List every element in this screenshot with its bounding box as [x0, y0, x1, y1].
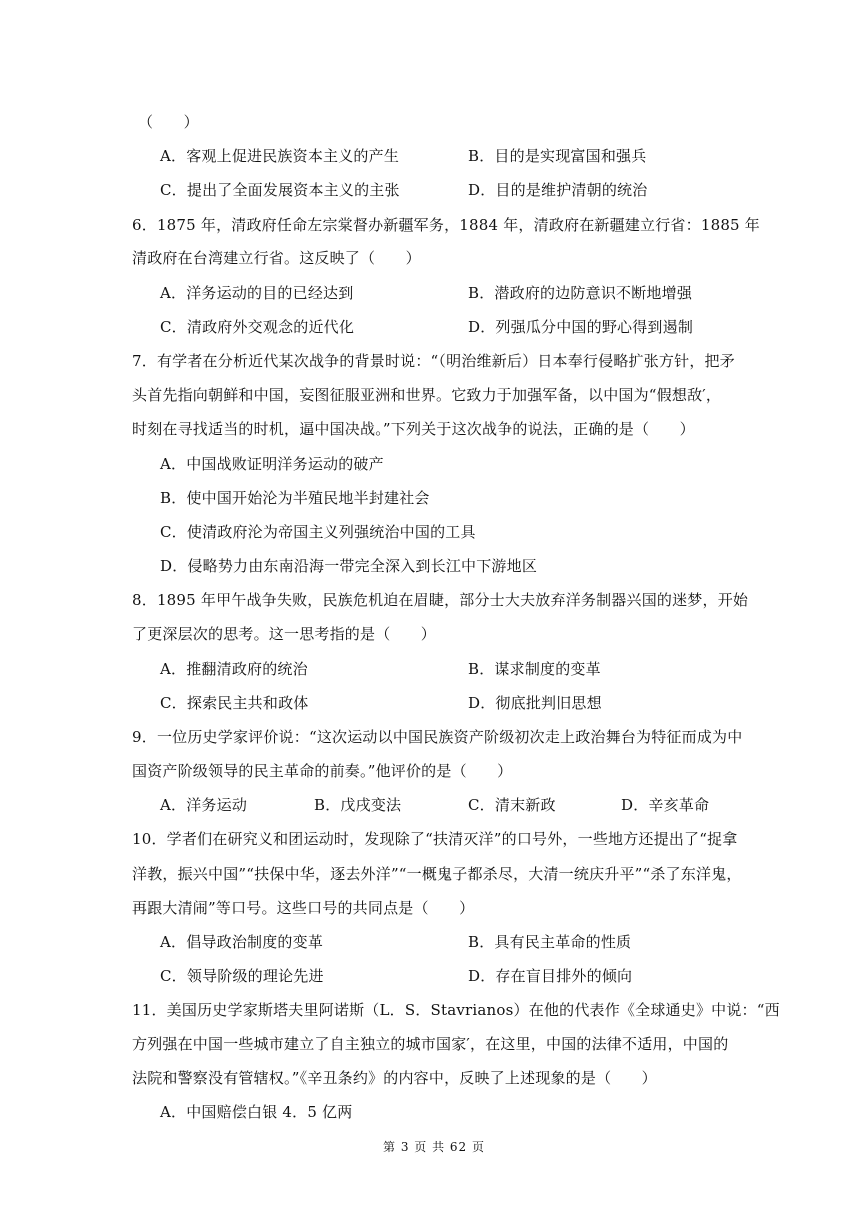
q7-stem-line-2: 头首先指向朝鲜和中国，妄图征服亚洲和世界。它致力于加强军备，以中国为“假想敌′，	[132, 386, 722, 404]
q5-option-c: C．提出了全面发展资本主义的主张	[160, 181, 400, 199]
q10-option-b: B．具有民主革命的性质	[468, 933, 632, 951]
q9-option-b: B．戊戌变法	[314, 796, 402, 814]
q6-stem-line-2: 清政府在台湾建立行省。这反映了（ ）	[132, 249, 421, 267]
q8-option-a: A．推翻清政府的统治	[160, 660, 308, 678]
q8-stem-line-1: 8．1895 年甲午战争失败，民族危机迫在眉睫，部分士大夫放弃洋务制器兴国的迷梦，开始	[132, 591, 749, 609]
q7-option-c: C．使清政府沦为帝国主义列强统治中国的工具	[160, 523, 476, 541]
q7-stem-line-1: 7．有学者在分析近代某次战争的背景时说：“（明治维新后）日本奉行侵略扩张方针，把矛	[132, 352, 735, 370]
q6-stem-line-1: 6．1875 年，清政府任命左宗棠督办新疆军务，1884 年，清政府在新疆建立行省：1885 年	[132, 216, 760, 234]
q7-option-b: B．使中国开始沦为半殖民地半封建社会	[160, 489, 430, 507]
q6-option-a: A．洋务运动的目的已经达到	[160, 284, 354, 302]
q5-option-d: D．目的是维护清朝的统治	[468, 181, 648, 199]
q9-option-a: A．洋务运动	[160, 796, 248, 814]
q8-option-b: B．谋求制度的变革	[468, 660, 601, 678]
q7-stem-line-3: 时刻在寻找适当的时机，逼中国决战。”下列关于这次战争的说法，正确的是（ ）	[132, 420, 695, 438]
page-number-footer: 第 3 页 共 62 页	[383, 1140, 485, 1154]
q5-option-b: B．目的是实现富国和强兵	[468, 147, 647, 165]
q10-stem-line-2: 洋教，振兴中国”“扶保中华，逐去外洋”“一概鬼子都杀尽，大清一统庆升平”“杀了东洋鬼，	[132, 865, 742, 883]
q8-option-d: D．彻底批判旧思想	[468, 694, 602, 712]
q8-stem-line-2: 了更深层次的思考。这一思考指的是（ ）	[132, 625, 437, 643]
q11-stem-line-2: 方列强在中国一些城市建立了自主独立的城市国家′，在这里，中国的法律不适用，中国的	[132, 1035, 729, 1053]
q5-option-a: A．客观上促进民族资本主义的产生	[160, 147, 400, 165]
q10-option-a: A．倡导政治制度的变革	[160, 933, 324, 951]
q7-option-d: D．侵略势力由东南沿海一带完全深入到长江中下游地区	[160, 557, 538, 575]
q6-option-b: B．潜政府的边防意识不断地增强	[468, 284, 693, 302]
q11-stem-line-1: 11．美国历史学家斯塔夫里阿诺斯（L．S．Stavrianos）在他的代表作《全球通史》中说：“西	[132, 1001, 780, 1019]
q10-stem-line-1: 10．学者们在研究义和团运动时，发现除了“扶清灭洋”的口号外，一些地方还提出了“捉拿	[132, 830, 738, 848]
q8-option-c: C．探索民主共和政体	[160, 694, 309, 712]
q9-stem-line-1: 9．一位历史学家评价说：“这次运动以中国民族资产阶级初次走上政治舞台为特征而成为中	[132, 728, 743, 746]
q6-option-d: D．列强瓜分中国的野心得到遏制	[468, 318, 694, 336]
q11-option-a: A．中国赔偿白银 4．5 亿两	[160, 1103, 353, 1121]
q10-option-c: C．领导阶级的理论先进	[160, 967, 324, 985]
q6-option-c: C．清政府外交观念的近代化	[160, 318, 355, 336]
q10-stem-line-3: 再跟大清闹”等口号。这些口号的共同点是（ ）	[132, 899, 475, 917]
q9-stem-line-2: 国资产阶级领导的民主革命的前奏。”他评价的是（ ）	[132, 762, 513, 780]
answer-bracket: （ ）	[138, 113, 199, 131]
q7-option-a: A．中国战败证明洋务运动的破产	[160, 455, 384, 473]
q11-stem-line-3: 法院和警察没有管辖权。”《辛丑条约》的内容中，反映了上述现象的是（ ）	[132, 1069, 657, 1087]
q9-option-d: D．辛亥革命	[621, 796, 710, 814]
q9-option-c: C．清末新政	[468, 796, 556, 814]
q10-option-d: D．存在盲目排外的倾向	[468, 967, 633, 985]
